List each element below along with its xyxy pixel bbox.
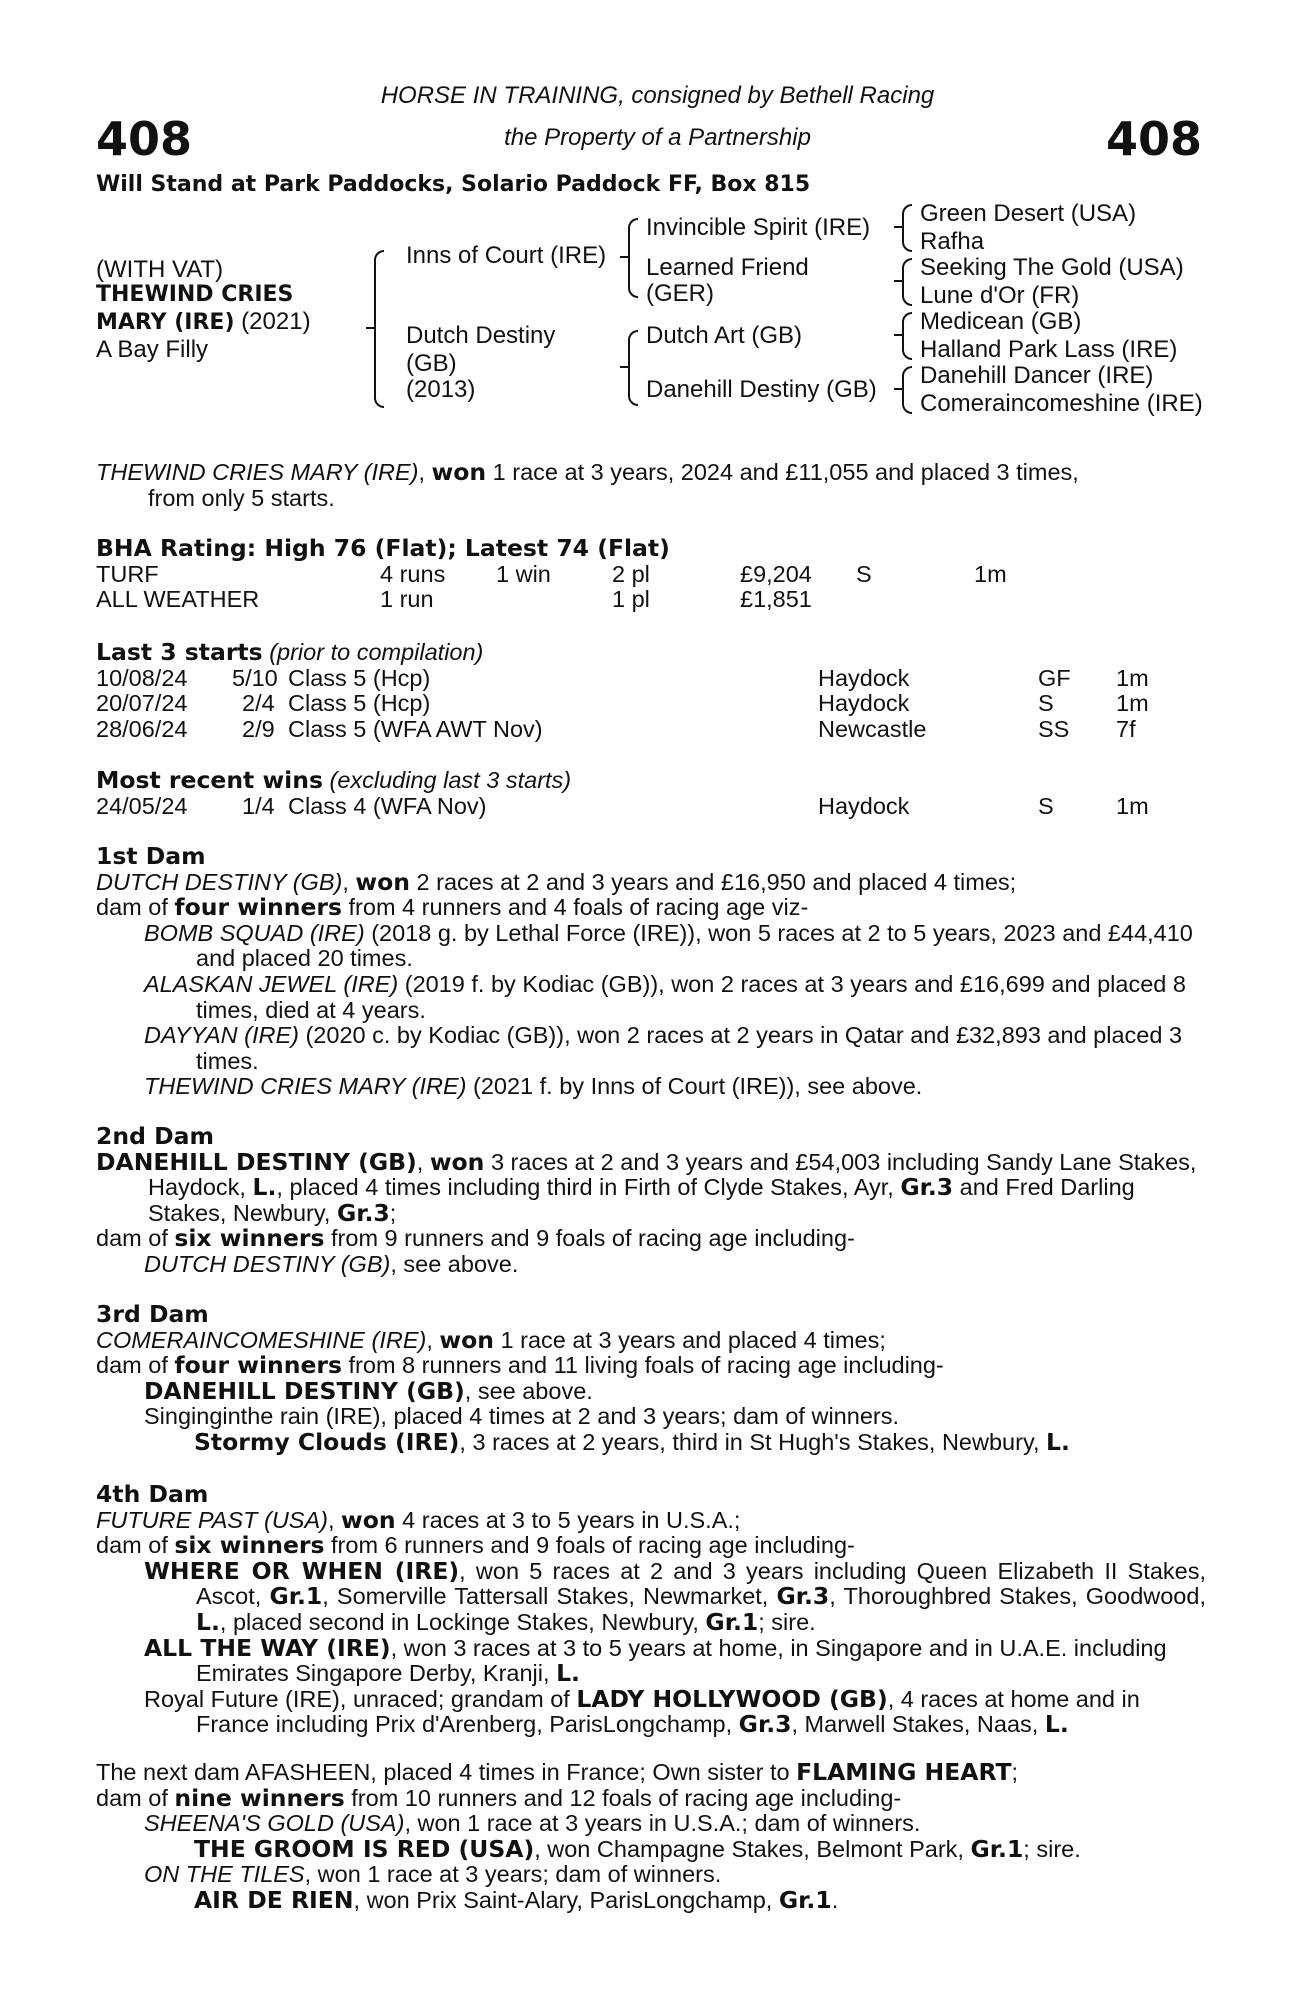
third-dam-title: 3rd Dam bbox=[96, 1300, 209, 1328]
progeny-record: , Marwell Stakes, Naas, bbox=[791, 1711, 1045, 1738]
progeny-record: (2021 f. by Inns of Court (IRE)), see above. bbox=[466, 1073, 923, 1100]
horse-name-line2-wrap bbox=[96, 308, 311, 336]
property-line: the Property of a Partnership bbox=[504, 124, 811, 151]
progeny-name: WHERE OR WHEN (IRE) bbox=[144, 1556, 460, 1585]
second-dam-record: ; bbox=[389, 1199, 397, 1226]
brace-sire bbox=[628, 218, 638, 298]
second-dam-record: 3 races at 2 and 3 years and £54,003 including Sandy Lane Stakes, Haydock, bbox=[148, 1148, 1197, 1201]
recent-wins-title: Most recent wins bbox=[96, 766, 323, 794]
horse-description: A Bay Filly bbox=[96, 336, 209, 363]
progeny-item bbox=[96, 1834, 1206, 1863]
progeny-item bbox=[96, 972, 1206, 1023]
stand-location: Will Stand at Park Paddocks, Solario Paddock FF, Box 815 bbox=[96, 172, 811, 197]
fourth-dam-record: 4 races at 3 to 5 years in U.S.A.; bbox=[395, 1506, 741, 1533]
progeny-record: , Somerville Tattersall Stakes, Newmarket, bbox=[322, 1583, 777, 1610]
progeny-record: , won Prix Saint-Alary, ParisLongchamp, bbox=[353, 1886, 779, 1913]
rating-placed: 2 pl bbox=[612, 560, 650, 587]
table-row bbox=[96, 794, 1206, 820]
summary-horse-name: THEWIND CRIES MARY (IRE) bbox=[96, 459, 419, 485]
brace-dd-point bbox=[894, 388, 902, 390]
pedigree-dam-line2: (GB) bbox=[406, 350, 457, 377]
brace-sd-point bbox=[894, 280, 902, 282]
next-dam-section bbox=[96, 1760, 1206, 1914]
summary-won: won bbox=[431, 458, 487, 486]
summary-text2: from only 5 starts. bbox=[148, 484, 335, 511]
table-row bbox=[96, 717, 1206, 743]
pedigree-dds: Danehill Dancer (IRE) bbox=[920, 362, 1154, 389]
horse-name-line2: MARY (IRE) bbox=[96, 310, 235, 335]
listed-label: L. bbox=[556, 1659, 580, 1688]
rating-placed: 1 pl bbox=[612, 586, 650, 613]
progeny-record: , 3 races at 2 years, third in St Hugh's Stakes, Newbury, bbox=[459, 1428, 1047, 1455]
first-dam-record: 2 races at 2 and 3 years and £16,950 and placed 4 times; bbox=[409, 868, 1017, 895]
progeny-record: , won 5 races at 2 and 3 years including Queen Elizabeth II Stakes, Ascot, bbox=[196, 1557, 1206, 1610]
pedigree-dam-line3: (2013) bbox=[406, 376, 476, 403]
progeny-item bbox=[96, 1023, 1206, 1074]
group-label: Gr.3 bbox=[776, 1582, 830, 1611]
second-dam-title: 2nd Dam bbox=[96, 1122, 214, 1150]
progeny-name: DUTCH DESTINY (GB) bbox=[144, 1250, 391, 1277]
pedigree-ssd: Rafha bbox=[920, 228, 985, 255]
fourth-dam-won: won bbox=[341, 1505, 396, 1534]
progeny-record: (2018 g. by Lethal Force (IRE)), won 5 races at 2 to 5 years, 2023 and £44,410 and placed 20 times. bbox=[196, 919, 1193, 972]
start-position: 2/9 bbox=[242, 715, 275, 742]
race-summary: THEWIND CRIES MARY (IRE), won 1 race at 3 years, 2024 and £11,055 and placed 3 times, from only 5 starts. bbox=[96, 458, 1079, 511]
second-dam-record: , placed 4 times including third in Firth of Clyde Stakes, Ayr, bbox=[276, 1174, 901, 1201]
group-label: Gr.1 bbox=[970, 1834, 1024, 1863]
pedigree-sds: Seeking The Gold (USA) bbox=[920, 254, 1184, 281]
second-dam-section: 2nd Dam DANEHILL DESTINY (GB), won 3 races at 2 and 3 years and £54,003 including Sandy Lane Stakes, Haydock, L., placed 4 times including third in Firth of Clyde Stakes, Ayr, Gr.3 and Fred Darling Stakes, Newbury, Gr.3; dam of six winners from 9 runners and 9 foals of racing age including- DUTCH DESTINY (GB), see above. bbox=[96, 1124, 1206, 1278]
progeny-name: AIR DE RIEN bbox=[194, 1885, 354, 1914]
rating-title: BHA Rating: High 76 (Flat); Latest 74 (Flat) bbox=[96, 534, 670, 562]
group-label: Gr.1 bbox=[705, 1607, 759, 1636]
start-race: Class 5 (Hcp) bbox=[288, 664, 431, 691]
progeny-record: . bbox=[831, 1886, 839, 1913]
listed-label: L. bbox=[196, 1607, 220, 1636]
second-dam-of-label: dam of bbox=[96, 1225, 175, 1252]
start-date: 28/06/24 bbox=[96, 715, 188, 742]
rating-row-turf bbox=[96, 562, 1206, 588]
rating-prize: £1,851 bbox=[740, 586, 812, 613]
win-position: 1/4 bbox=[242, 792, 275, 819]
fourth-dam-section: 4th Dam FUTURE PAST (USA), won 4 races at 3 to 5 years in U.S.A.; dam of six winners from 6 runners and 9 foals of racing age including- WHERE OR WHEN (IRE), won 5 races at 2 and 3 years including Queen Elizabeth II Stakes, Ascot, Gr.1, Somerville Tattersall Stakes, Newmarket, Gr.3, Thoroughbred Stakes, Goodwood, L., placed second in Lockinge Stakes, Newbury, Gr.1; sire. ALL THE WAY (IRE), won 3 races at 3 to 5 years at home, in Singapore and in U.A.E. including Emirates Singapore Derby, Kranji, L. Royal Future (IRE), unraced; grandam of LADY HOLLYWOOD (GB), 4 races at home and in France including Prix d'Arenberg, ParisLongchamp, Gr.3, Marwell Stakes, Naas, L. bbox=[96, 1480, 1206, 1739]
brace-ss bbox=[902, 204, 912, 252]
brace-sire-point bbox=[620, 256, 628, 258]
progeny-item bbox=[96, 1811, 1206, 1837]
start-position: 5/10 bbox=[232, 664, 278, 691]
start-going: S bbox=[1038, 690, 1054, 717]
group-label: Gr.3 bbox=[738, 1710, 792, 1739]
rating-surface: ALL WEATHER bbox=[96, 586, 260, 613]
brace-main bbox=[374, 250, 384, 408]
listed-label: L. bbox=[1046, 1427, 1070, 1456]
third-dam-winners: four winners bbox=[174, 1351, 342, 1380]
vat-note: (WITH VAT) bbox=[96, 256, 224, 283]
progeny-name: BOMB SQUAD (IRE) bbox=[144, 919, 365, 946]
win-race: Class 4 (WFA Nov) bbox=[288, 792, 487, 819]
progeny-name: Stormy Clouds (IRE) bbox=[194, 1427, 460, 1456]
progeny-item bbox=[96, 1376, 1206, 1405]
progeny-name: ON THE TILES bbox=[144, 1861, 305, 1888]
progeny-record: , won 1 race at 3 years; dam of winners. bbox=[304, 1861, 722, 1888]
progeny-record: (2019 f. by Kodiac (GB)), won 2 races at 3 years and £16,699 and placed 8 times, died at 4 years. bbox=[196, 970, 1186, 1023]
fourth-dam-winners: six winners bbox=[174, 1531, 325, 1560]
table-row bbox=[96, 666, 1206, 692]
start-course: Newcastle bbox=[818, 715, 927, 742]
consignor-line: HORSE IN TRAINING, consigned by Bethell Racing bbox=[380, 82, 935, 109]
first-dam-runners: from 4 runners and 4 foals of racing age viz- bbox=[342, 894, 809, 921]
progeny-item bbox=[96, 1885, 1206, 1914]
third-dam-of-label: dam of bbox=[96, 1352, 175, 1379]
first-dam-of-label: dam of bbox=[96, 894, 175, 921]
pedigree-dam-dam: Danehill Destiny (GB) bbox=[646, 376, 877, 403]
progeny-item bbox=[96, 1404, 1206, 1430]
last-starts-note: (prior to compilation) bbox=[262, 639, 484, 665]
group-label: Gr.1 bbox=[778, 1885, 832, 1914]
rating-row-aw bbox=[96, 587, 1206, 613]
win-date: 24/05/24 bbox=[96, 792, 188, 819]
progeny-record: , won 3 races at 3 to 5 years at home, in Singapore and in U.A.E. including Emirates Singapore Derby, Kranji, bbox=[196, 1634, 1167, 1687]
fourth-dam-title: 4th Dam bbox=[96, 1480, 209, 1508]
progeny-record: , placed second in Lockinge Stakes, Newbury, bbox=[219, 1608, 706, 1635]
lot-number-left: 408 bbox=[96, 112, 193, 166]
start-date: 20/07/24 bbox=[96, 690, 188, 717]
third-dam-runners: from 8 runners and 11 living foals of racing age including- bbox=[342, 1352, 944, 1379]
progeny-item bbox=[96, 1684, 1206, 1739]
fourth-dam-of-label: dam of bbox=[96, 1532, 175, 1559]
group-label: Gr.1 bbox=[269, 1582, 323, 1611]
third-dam-record: 1 race at 3 years and placed 4 times; bbox=[493, 1326, 886, 1353]
fourth-dam-name: FUTURE PAST (USA) bbox=[96, 1506, 328, 1533]
pedigree-dam-sire: Dutch Art (GB) bbox=[646, 322, 803, 349]
progeny-name: SHEENA'S GOLD (USA) bbox=[144, 1810, 405, 1837]
pedigree-ddd: Comeraincomeshine (IRE) bbox=[920, 390, 1203, 417]
progeny-item bbox=[96, 1074, 1206, 1100]
horse-name-line1: THEWIND CRIES bbox=[96, 282, 294, 307]
listed-label: L. bbox=[252, 1173, 277, 1202]
progeny-record: , see above. bbox=[464, 1377, 593, 1404]
next-dam-record: ; bbox=[1011, 1759, 1019, 1785]
start-race: Class 5 (Hcp) bbox=[288, 690, 431, 717]
next-dam-sibling: FLAMING HEART bbox=[796, 1758, 1012, 1786]
start-course: Haydock bbox=[818, 690, 910, 717]
first-dam-name: DUTCH DESTINY (GB) bbox=[96, 868, 343, 895]
progeny-name: DAYYAN (IRE) bbox=[144, 1022, 299, 1049]
pedigree-dsd: Halland Park Lass (IRE) bbox=[920, 336, 1178, 363]
brace-ds-point bbox=[894, 334, 902, 336]
progeny-item bbox=[96, 1633, 1206, 1688]
brace-ss-point bbox=[894, 226, 902, 228]
group-label: Gr.3 bbox=[336, 1198, 390, 1227]
next-dam-runners: from 10 runners and 12 foals of racing age including- bbox=[344, 1784, 902, 1811]
brace-ds bbox=[902, 312, 912, 360]
listed-label: L. bbox=[1044, 1710, 1069, 1739]
progeny-record: ; sire. bbox=[1023, 1835, 1081, 1862]
group-label: Gr.3 bbox=[900, 1173, 954, 1202]
summary-text: 1 race at 3 years, 2024 and £11,055 and placed 3 times, bbox=[486, 459, 1079, 485]
rating-section bbox=[96, 536, 1206, 613]
start-distance: 1m bbox=[1116, 664, 1149, 691]
pedigree-dss: Medicean (GB) bbox=[920, 308, 1082, 335]
brace-sd bbox=[902, 258, 912, 306]
pedigree-sdd: Lune d'Or (FR) bbox=[920, 282, 1080, 309]
rating-distance: 1m bbox=[974, 560, 1007, 587]
start-distance: 7f bbox=[1116, 715, 1136, 742]
progeny-record: Royal Future (IRE), unraced; grandam of bbox=[144, 1685, 577, 1712]
lot-number-right: 408 bbox=[1105, 112, 1202, 166]
progeny-record: , Thoroughbred Stakes, Goodwood, bbox=[829, 1583, 1206, 1610]
progeny-record: , won 1 race at 3 years in U.S.A.; dam of winners. bbox=[404, 1810, 921, 1837]
brace-main-point bbox=[366, 327, 374, 329]
win-distance: 1m bbox=[1116, 792, 1149, 819]
start-distance: 1m bbox=[1116, 690, 1149, 717]
progeny-name: ALL THE WAY (IRE) bbox=[144, 1633, 391, 1662]
win-going: S bbox=[1038, 792, 1054, 819]
start-race: Class 5 (WFA AWT Nov) bbox=[288, 715, 543, 742]
pedigree-sire-dam-line2: (GER) bbox=[646, 280, 714, 307]
first-dam-section: 1st Dam DUTCH DESTINY (GB), won 2 races at 2 and 3 years and £16,950 and placed 4 times; dam of four winners from 4 runners and 4 foals of racing age viz- BOMB SQUAD (IRE) (2018 g. by Lethal Force (IRE)), won 5 races at 2 to 5 years, 2023 and £44,410 and placed 20 times. ALASKAN JEWEL (IRE) (2019 f. by Kodiac (GB)), won 2 races at 3 years and £16,699 and placed 8 times, died at 4 years. DAYYAN (IRE) (2020 c. by Kodiac (GB)), won 2 races at 2 years in Qatar and £32,893 and placed 3 times. THEWIND CRIES MARY (IRE) (2021 f. by Inns of Court (IRE)), see above. bbox=[96, 844, 1206, 1100]
progeny-record: Singinginthe rain (IRE), placed 4 times at 2 and 3 years; dam of winners. bbox=[144, 1403, 899, 1430]
second-dam-name: DANEHILL DESTINY (GB) bbox=[96, 1147, 417, 1176]
start-position: 2/4 bbox=[242, 690, 275, 717]
second-dam-won: won bbox=[429, 1147, 485, 1176]
progeny-name: THE GROOM IS RED (USA) bbox=[194, 1834, 535, 1863]
third-dam-won: won bbox=[439, 1325, 494, 1354]
rating-runs: 1 run bbox=[380, 586, 434, 613]
first-dam-winners: four winners bbox=[174, 893, 342, 922]
brace-dam bbox=[628, 330, 638, 406]
rating-surface: TURF bbox=[96, 560, 159, 587]
first-dam-title: 1st Dam bbox=[96, 842, 206, 870]
progeny-name: LADY HOLLYWOOD (GB) bbox=[576, 1684, 888, 1713]
progeny-item bbox=[96, 1556, 1206, 1636]
horse-year: (2021) bbox=[234, 308, 311, 335]
second-dam-runners: from 9 runners and 9 foals of racing age including- bbox=[324, 1225, 855, 1252]
second-dam-winners: six winners bbox=[174, 1224, 325, 1253]
recent-wins-note: (excluding last 3 starts) bbox=[322, 767, 572, 793]
start-going: SS bbox=[1038, 715, 1070, 742]
progeny-item bbox=[96, 1252, 1206, 1278]
start-date: 10/08/24 bbox=[96, 664, 188, 691]
third-dam-section: 3rd Dam COMERAINCOMESHINE (IRE), won 1 race at 3 years and placed 4 times; dam of four winners from 8 runners and 11 living foals of racing age including- DANEHILL DESTINY (GB), see above. Singinginthe rain (IRE), placed 4 times at 2 and 3 years; dam of winners. Stormy Clouds (IRE), 3 races at 2 years, third in St Hugh's Stakes, Newbury, L. bbox=[96, 1302, 1206, 1456]
rating-wins: 1 win bbox=[496, 560, 551, 587]
last-starts-section bbox=[96, 640, 1206, 742]
third-dam-name: COMERAINCOMESHINE (IRE) bbox=[96, 1326, 427, 1353]
second-dam-record: and Fred Darling Stakes, Newbury, bbox=[148, 1174, 1135, 1226]
progeny-record: , see above. bbox=[390, 1250, 519, 1277]
progeny-item bbox=[96, 1427, 1206, 1456]
progeny-record: , 4 races at home and in France including Prix d'Arenberg, ParisLongchamp, bbox=[196, 1685, 1140, 1738]
next-dam-of-label: dam of bbox=[96, 1784, 175, 1811]
start-course: Haydock bbox=[818, 664, 910, 691]
brace-dam-point bbox=[620, 366, 628, 368]
progeny-record: ; sire. bbox=[758, 1608, 816, 1635]
pedigree-sire-dam-line1: Learned Friend bbox=[646, 254, 809, 281]
first-dam-won: won bbox=[355, 867, 410, 896]
fourth-dam-runners: from 6 runners and 9 foals of racing age including- bbox=[324, 1532, 855, 1559]
pedigree-dam-line1: Dutch Destiny bbox=[406, 322, 556, 349]
progeny-record: (2020 c. by Kodiac (GB)), won 2 races at 2 years in Qatar and £32,893 and placed 3 times. bbox=[196, 1022, 1183, 1074]
next-dam-record: The next dam AFASHEEN, placed 4 times in France; Own sister to bbox=[96, 1759, 797, 1785]
pedigree-sire-sire: Invincible Spirit (IRE) bbox=[646, 214, 871, 241]
next-dam-winners: nine winners bbox=[174, 1783, 345, 1812]
brace-dd bbox=[902, 366, 912, 414]
rating-runs: 4 runs bbox=[380, 560, 446, 587]
progeny-name: DANEHILL DESTINY (GB) bbox=[144, 1376, 465, 1405]
win-course: Haydock bbox=[818, 792, 910, 819]
rating-going: S bbox=[856, 560, 872, 587]
pedigree-sire: Inns of Court (IRE) bbox=[406, 242, 607, 269]
pedigree-sss: Green Desert (USA) bbox=[920, 200, 1137, 227]
rating-prize: £9,204 bbox=[740, 560, 812, 587]
progeny-name: ALASKAN JEWEL (IRE) bbox=[144, 970, 399, 997]
progeny-item bbox=[96, 1862, 1206, 1888]
progeny-name: THEWIND CRIES MARY (IRE) bbox=[144, 1073, 467, 1100]
progeny-item bbox=[96, 921, 1206, 972]
last-starts-title: Last 3 starts bbox=[96, 638, 263, 666]
start-going: GF bbox=[1038, 664, 1071, 691]
progeny-record: , won Champagne Stakes, Belmont Park, bbox=[534, 1835, 971, 1862]
recent-wins-section bbox=[96, 768, 1206, 819]
table-row bbox=[96, 691, 1206, 717]
